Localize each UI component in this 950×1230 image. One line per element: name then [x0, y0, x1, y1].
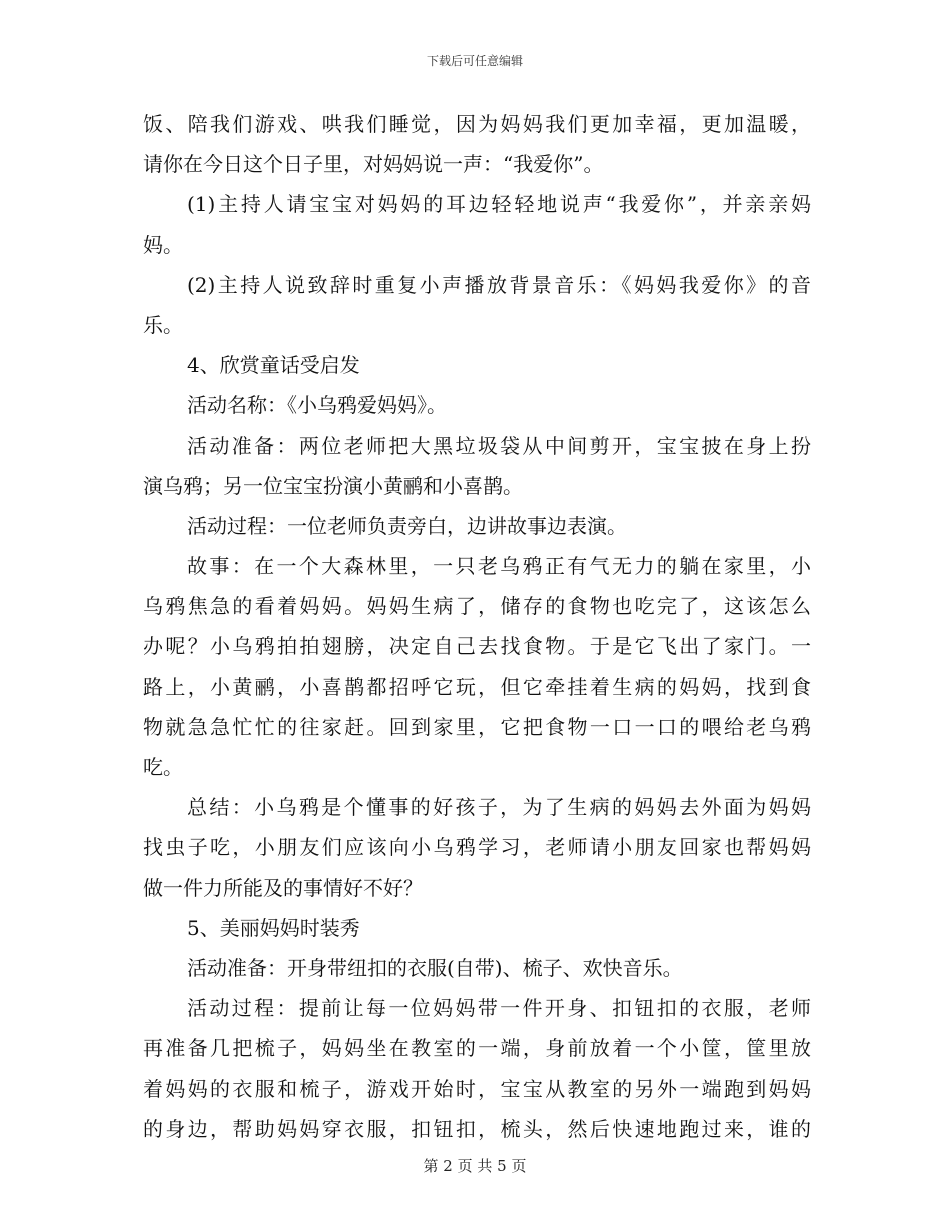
document-body [143, 104, 811, 1149]
text-line: 故事：在一个大森林里，一只老乌鸦正有气无力的躺在家里，小 [187, 554, 811, 579]
text-line: 吃。 [143, 755, 183, 779]
page-footer: 第 2 页 共 5 页 [423, 1157, 527, 1175]
page-header: 下载后可任意编辑 [426, 54, 523, 68]
section-heading: 4、欣赏童话受启发 [187, 353, 360, 378]
text-line: 活动准备：开身带纽扣的衣服(自带)、梳子、欢快音乐。 [187, 955, 683, 980]
text-line: 乌鸦焦急的看着妈妈。妈妈生病了，储存的食物也吃完了，这该怎么 [143, 594, 811, 619]
text-line: 活动过程：一位老师负责旁白，边讲故事边表演。 [187, 513, 627, 538]
text-line: 再准备几把梳子，妈妈坐在教室的一端，身前放着一个小筐，筐里放 [143, 1036, 811, 1061]
text-line: 物就急急忙忙的往家赶。回到家里，它把食物一口一口的喂给老乌鸦 [143, 714, 811, 739]
text-line: 活动过程：提前让每一位妈妈带一件开身、扣钮扣的衣服，老师 [187, 996, 811, 1021]
text-line: 着妈妈的衣服和梳子，游戏开始时，宝宝从教室的另外一端跑到妈妈 [143, 1076, 811, 1101]
text-line: 饭、陪我们游戏、哄我们睡觉，因为妈妈我们更加幸福，更加温暖， [143, 112, 811, 136]
text-line: 找虫子吃，小朋友们应该向小乌鸦学习，老师请小朋友回家也帮妈妈 [143, 835, 811, 860]
section-heading: 5、美丽妈妈时装秀 [187, 915, 360, 940]
text-line: 活动名称：《小乌鸦爱妈妈》。 [187, 393, 447, 418]
text-line: 乐。 [143, 312, 183, 337]
text-line: 妈。 [143, 232, 183, 257]
text-line: 办呢？小乌鸦拍拍翅膀，决定自己去找食物。于是它飞出了家门。一 [143, 634, 811, 659]
text-line: 活动准备：两位老师把大黑垃圾袋从中间剪开，宝宝披在身上扮 [187, 433, 811, 458]
text-line: 总结：小乌鸦是个懂事的好孩子，为了生病的妈妈去外面为妈妈 [187, 795, 811, 820]
text-line: (2)主持人说致辞时重复小声播放背景音乐：《妈妈我爱你》的音 [187, 272, 811, 297]
text-line: 的身边，帮助妈妈穿衣服，扣钮扣，梳头，然后快速地跑过来，谁的 [143, 1116, 811, 1141]
text-line: 演乌鸦；另一位宝宝扮演小黄鹂和小喜鹊。 [143, 473, 523, 498]
text-line: 路上，小黄鹂，小喜鹊都招呼它玩，但它牵挂着生病的妈妈，找到食 [143, 674, 811, 699]
text-line: 请你在今日这个日子里，对妈妈说一声：“我爱你”。 [143, 152, 604, 177]
text-line: 做一件力所能及的事情好不好？ [143, 875, 423, 900]
text-line: (1)主持人请宝宝对妈妈的耳边轻轻地说声“我爱你”，并亲亲妈 [187, 192, 811, 217]
